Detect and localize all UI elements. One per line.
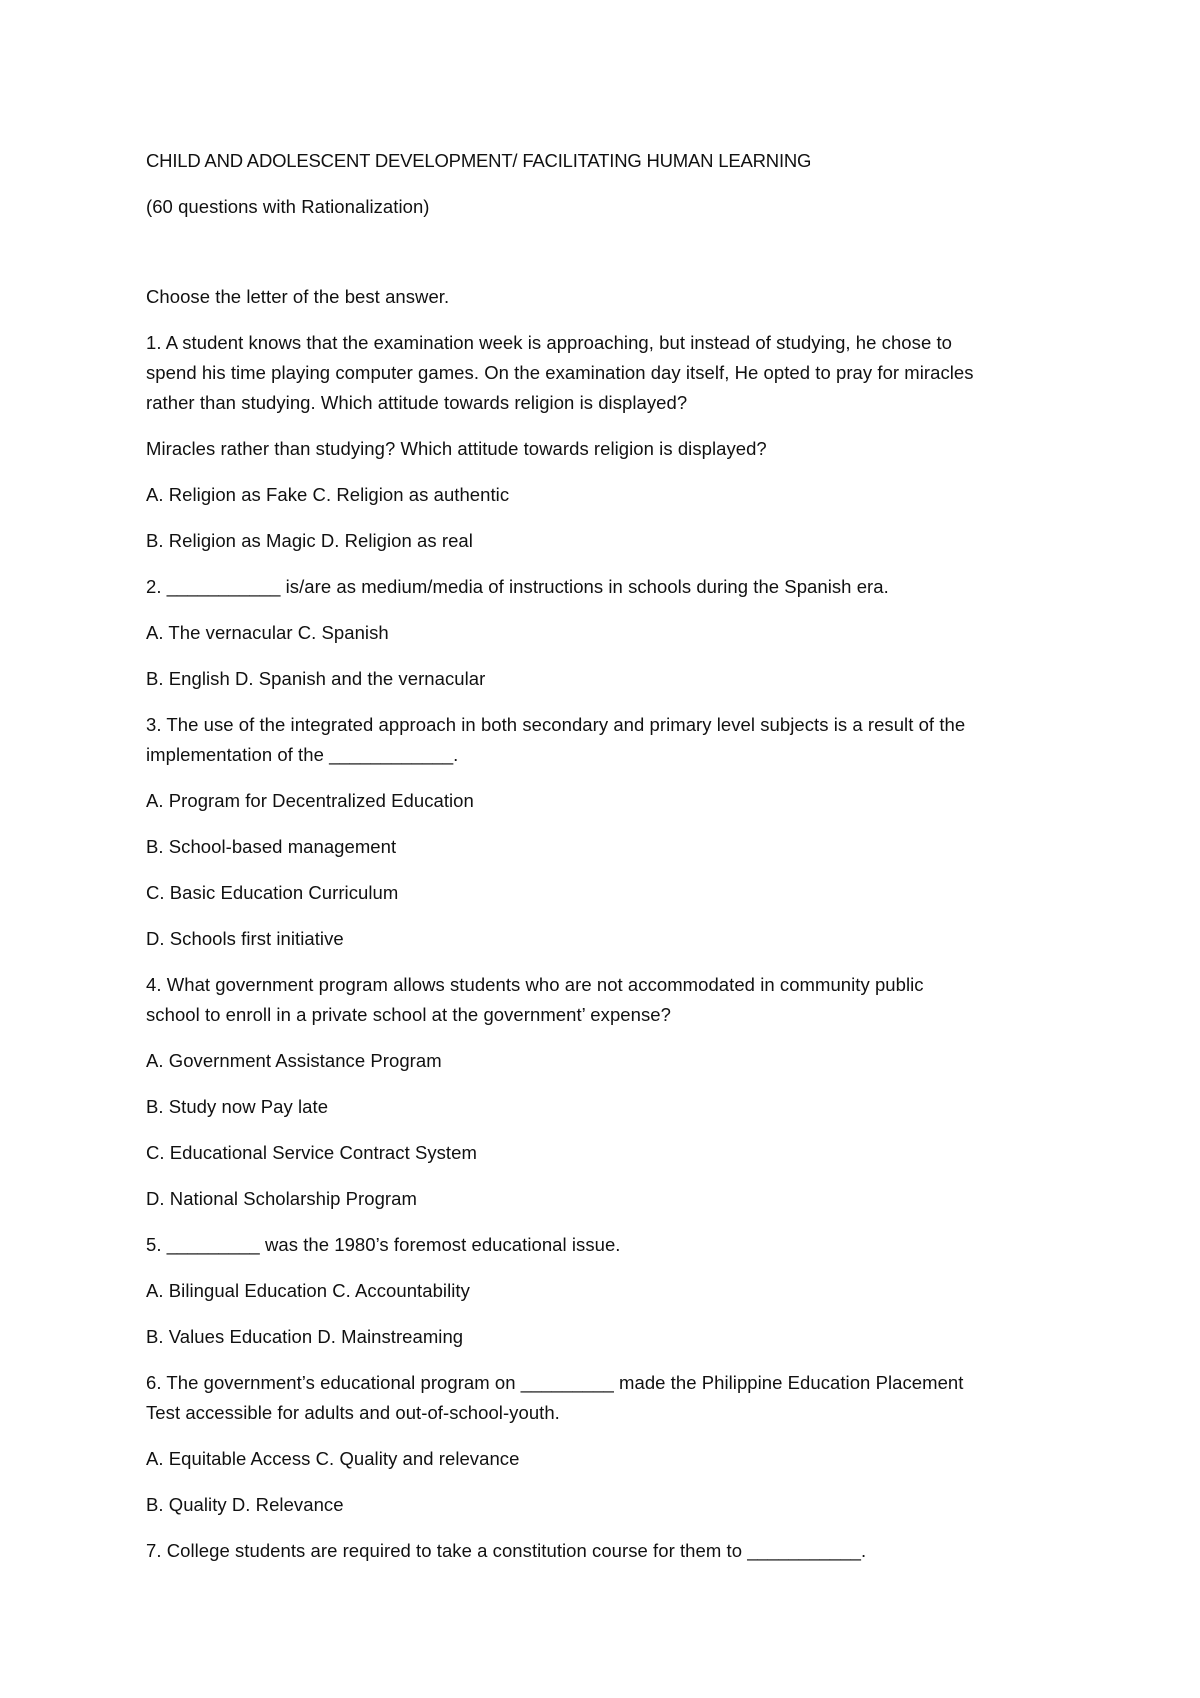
question-6-options-bd: B. Quality D. Relevance <box>146 1494 344 1515</box>
question-5-options-bd: B. Values Education D. Mainstreaming <box>146 1326 464 1347</box>
question-3-option-d: D. Schools first initiative <box>146 928 344 949</box>
question-2-options-bd: B. English D. Spanish and the vernacular <box>146 668 486 689</box>
question-4-option-b: B. Study now Pay late <box>146 1096 329 1117</box>
question-3-line-1: 3. The use of the integrated approach in both secondary and primary level subjects is a result of the <box>146 714 966 735</box>
question-6-line-2: Test accessible for adults and out-of-school-youth. <box>146 1402 560 1423</box>
document-subtitle: (60 questions with Rationalization) <box>146 196 430 217</box>
question-5-options-ac: A. Bilingual Education C. Accountability <box>146 1280 470 1301</box>
question-3-option-a: A. Program for Decentralized Education <box>146 790 474 811</box>
question-4-option-a: A. Government Assistance Program <box>146 1050 442 1071</box>
question-1-line-2: spend his time playing computer games. On the examination day itself, He opted to pray for miracles <box>146 362 974 383</box>
question-2-options-ac: A. The vernacular C. Spanish <box>146 622 389 643</box>
question-1-line-3: rather than studying. Which attitude towards religion is displayed? <box>146 392 688 413</box>
question-1-line-1: 1. A student knows that the examination week is approaching, but instead of studying, he chose to <box>146 332 953 353</box>
question-6-options-ac: A. Equitable Access C. Quality and relevance <box>146 1448 520 1469</box>
question-3-line-2: implementation of the ____________. <box>146 744 459 765</box>
question-7-line-1: 7. College students are required to take a constitution course for them to ___________. <box>146 1540 867 1561</box>
question-4-line-2: school to enroll in a private school at the government’ expense? <box>146 1004 671 1025</box>
question-2-line-1: 2. ___________ is/are as medium/media of instructions in schools during the Spanish era. <box>146 576 889 597</box>
question-6-line-1: 6. The government’s educational program on _________ made the Philippine Education Placement <box>146 1372 964 1393</box>
instruction-text: Choose the letter of the best answer. <box>146 286 450 307</box>
question-4-line-1: 4. What government program allows students who are not accommodated in community public <box>146 974 924 995</box>
question-1-repeat: Miracles rather than studying? Which attitude towards religion is displayed? <box>146 438 767 459</box>
question-5-line-1: 5. _________ was the 1980’s foremost educational issue. <box>146 1234 621 1255</box>
question-3-option-b: B. School-based management <box>146 836 397 857</box>
document-title: CHILD AND ADOLESCENT DEVELOPMENT/ FACILITATING HUMAN LEARNING <box>146 150 812 171</box>
question-4-option-c: C. Educational Service Contract System <box>146 1142 477 1163</box>
question-4-option-d: D. National Scholarship Program <box>146 1188 417 1209</box>
question-1-options-bd: B. Religion as Magic D. Religion as real <box>146 530 473 551</box>
question-1-options-ac: A. Religion as Fake C. Religion as authentic <box>146 484 510 505</box>
question-3-option-c: C. Basic Education Curriculum <box>146 882 399 903</box>
